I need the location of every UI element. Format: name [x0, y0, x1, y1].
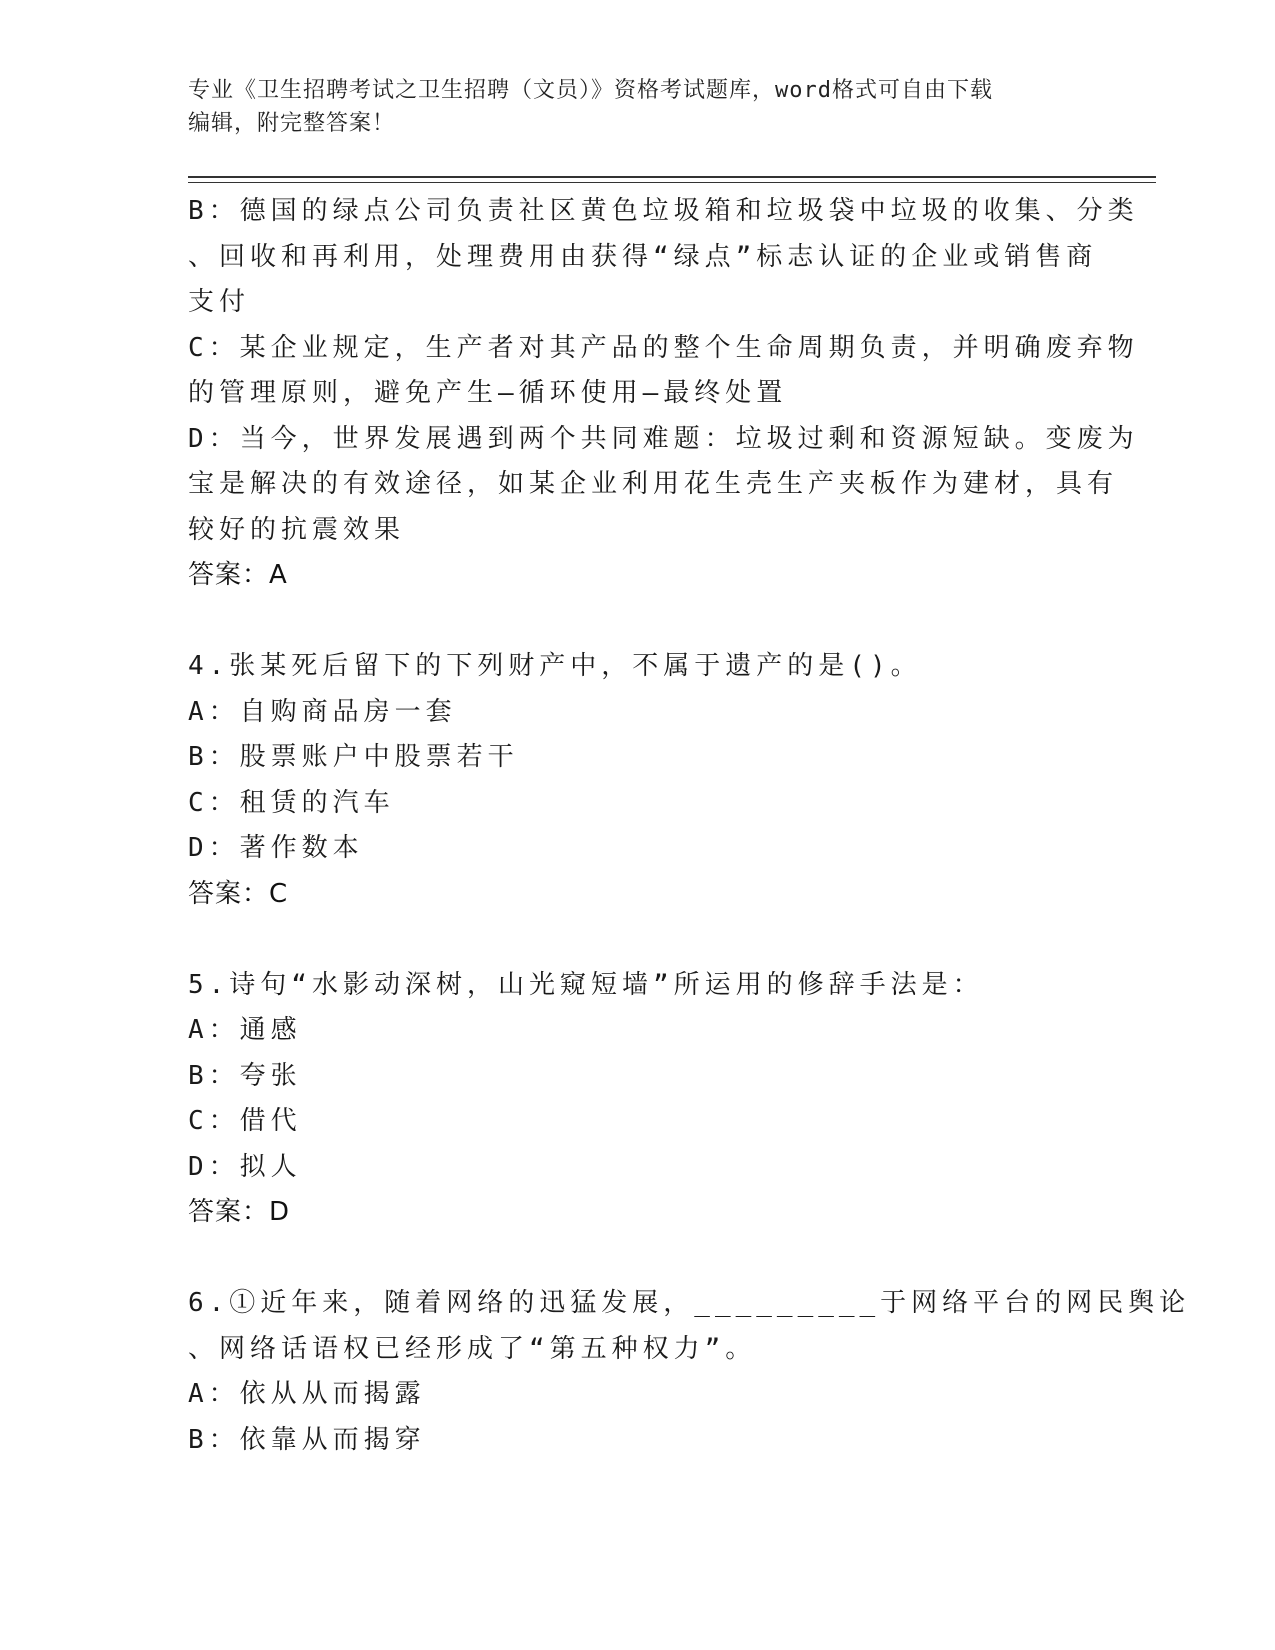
option-b: B：股票账户中股票若干	[188, 742, 519, 772]
option-a: A：依从从而揭露	[188, 1379, 426, 1409]
question-spacer	[188, 599, 1088, 645]
question-6	[188, 1281, 1191, 1463]
option-d-line-2: 宝是解决的有效途径，如某企业利用花生壳生产夹板作为建材，具有	[188, 469, 1119, 499]
option-d: D：拟人	[188, 1151, 302, 1182]
option-b: B：依靠从而揭穿	[188, 1424, 426, 1455]
header-line-1: 专业《卫生招聘考试之卫生招聘（文员）》资格考试题库，word格式可自由下载	[188, 78, 993, 103]
answer-q3: 答案：A	[188, 560, 288, 590]
question-stem: 5.诗句“水影动深树，山光窥短墙”所运用的修辞手法是：	[188, 969, 984, 1000]
option-d-line-1: D：当今，世界发展遇到两个共同难题：垃圾过剩和资源短缺。变废为	[188, 423, 1139, 454]
option-c-line-2: 的管理原则，避免产生—循环使用—最终处置	[188, 378, 788, 408]
question-stem-line-2: 、网络话语权已经形成了“第五种权力”。	[188, 1333, 757, 1364]
page-header	[188, 74, 1088, 140]
option-d: D：著作数本	[188, 833, 364, 863]
header-line-2: 编辑，附完整答案！	[188, 111, 396, 136]
option-c: C：借代	[188, 1106, 302, 1136]
question-4	[188, 644, 1088, 917]
option-b-line-3: 支付	[188, 287, 251, 317]
question-stem-line-1: 6.①近年来，随着网络的迅猛发展，_________于网络平台的网民舆论	[188, 1288, 1191, 1318]
question-spacer	[188, 1236, 1088, 1282]
answer-q5: 答案：D	[188, 1197, 291, 1227]
option-a: A：通感	[188, 1015, 302, 1045]
option-d-line-3: 较好的抗震效果	[188, 514, 406, 545]
option-a: A：自购商品房一套	[188, 696, 457, 727]
question-5	[188, 963, 1088, 1236]
option-b: B：夸张	[188, 1060, 302, 1091]
question-list	[188, 189, 1191, 1463]
option-b-line-1: B：德国的绿点公司负责社区黄色垃圾箱和垃圾袋中垃圾的收集、分类	[188, 196, 1139, 226]
option-c: C：租赁的汽车	[188, 787, 395, 818]
header-divider-thick	[188, 176, 1156, 178]
answer-q4: 答案：C	[188, 878, 289, 909]
option-b-line-2: 、回收和再利用，处理费用由获得“绿点”标志认证的企业或销售商	[188, 241, 1098, 272]
question-stem: 4.张某死后留下的下列财产中，不属于遗产的是()。	[188, 651, 922, 681]
question-spacer	[188, 917, 1088, 963]
option-c-line-1: C：某企业规定，生产者对其产品的整个生命周期负责，并明确废弃物	[188, 332, 1139, 363]
question-3-tail	[188, 189, 1139, 599]
header-divider-thin	[188, 182, 1156, 183]
